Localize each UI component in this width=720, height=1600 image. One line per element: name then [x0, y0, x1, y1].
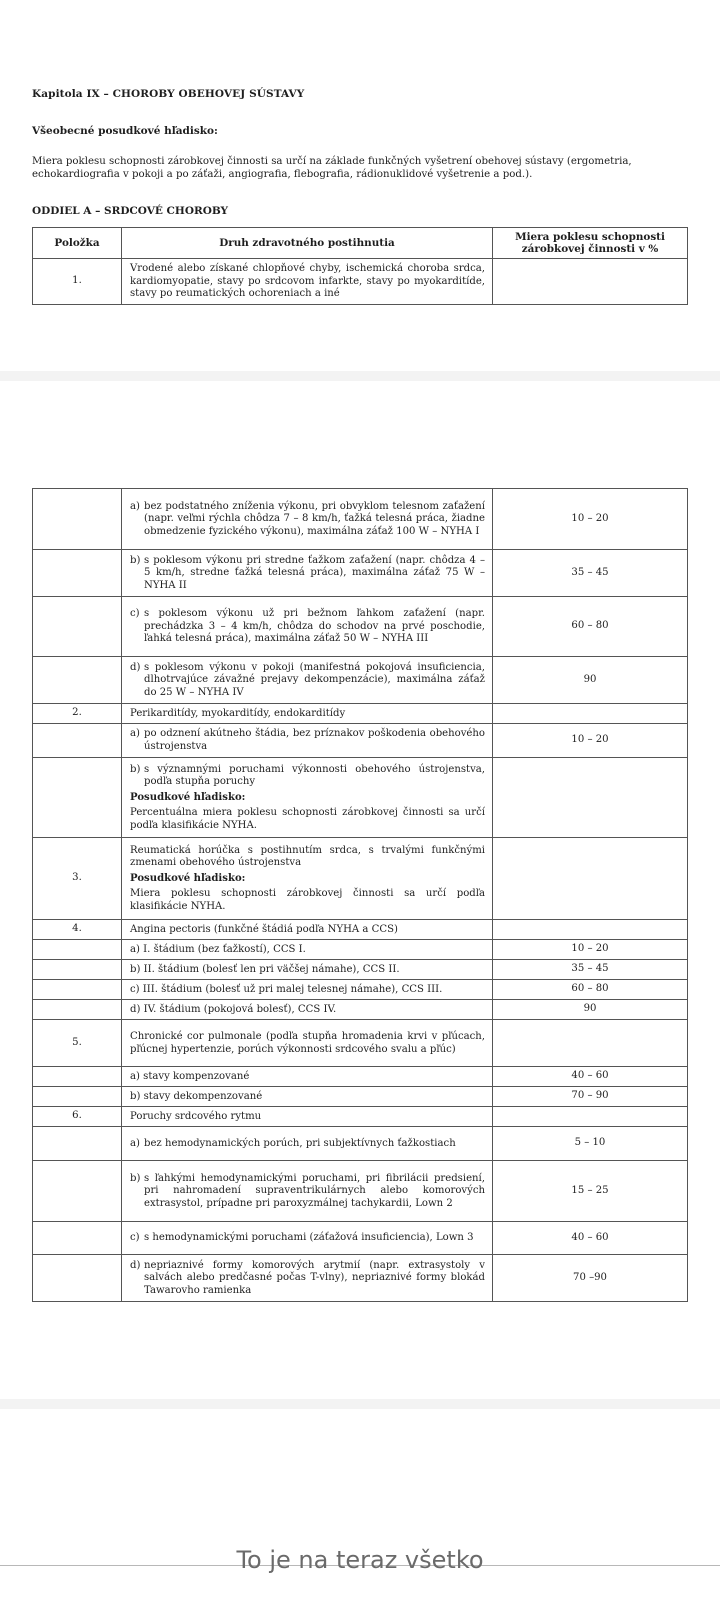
disability-table: [32, 488, 688, 1302]
assessment-note-heading: Posudkové hľadisko:: [130, 791, 246, 803]
subitem-text: b) II. štádium (bolesť len pri väčšej námahe), CCS II.: [122, 960, 493, 980]
subitem-value: 5 – 10: [493, 1127, 688, 1161]
table-row: [33, 1107, 688, 1127]
subitem-value: 15 – 25: [493, 1161, 688, 1222]
header-percentage: Miera poklesu schopnosti zárobkovej činnosti v %: [493, 228, 688, 259]
subitem-text: a) I. štádium (bez ťažkostí), CCS I.: [122, 940, 493, 960]
subitem-value: 90: [493, 1000, 688, 1020]
table-row: [33, 704, 688, 724]
subitem-text: a) stavy kompenzované: [122, 1067, 493, 1087]
subitem-text: c) III. štádium (bolesť už pri malej telesnej námahe), CCS III.: [122, 980, 493, 1000]
subitem-text: s významnými poruchami výkonnosti obehového ústrojenstva, podľa stupňa poruchy: [144, 763, 485, 788]
subitem-value: 40 – 60: [493, 1222, 688, 1255]
table-row: d) nepriaznivé formy komorových arytmií (napr. extrasystoly v salvách alebo predčasné počas T-vlny), nepriaznivé formy blokád Tawarovho ramienka 70 –90: [33, 1255, 688, 1302]
table-row: [33, 940, 688, 960]
section-heading: ODDIEL A – SRDCOVÉ CHOROBY: [32, 205, 229, 217]
subitem-text: s poklesom výkonu pri stredne ťažkom zaťažení (napr. chôdza 4 – 5 km/h, stredne ťažká telesná práca), maximálna záťaž 75 W – NYHA II: [144, 554, 485, 591]
item-number: 3.: [33, 838, 122, 920]
subitem-value: 60 – 80: [493, 597, 688, 657]
document-page-1: [0, 0, 720, 371]
table-row: [33, 1000, 688, 1020]
subitem-text: bez podstatného zníženia výkonu, pri obvyklom telesnom zaťažení (napr. veľmi rýchla chôdza 7 – 8 km/h, ťažká telesná práca, žiadne obmedzenie fyzického výkonu), maximálna záťaž 100 W – NYHA I: [144, 500, 485, 537]
subitem-text: s poklesom výkonu už pri bežnom ľahkom zaťažení (napr. prechádzka 3 – 4 km/h, chôdza do schodov na prvé poschodie, ľahká telesná práca), maximálna záťaž 50 W – NYHA III: [144, 608, 485, 645]
item-number: 5.: [33, 1020, 122, 1067]
table-row: b) s ľahkými hemodynamickými poruchami, pri fibrilácii predsiení, pri nahromadení supraventrikulárnych alebo komorových extrasystol, prípadne pri paroxyzmálnej tachykardii, Lown 2 15 – 25: [33, 1161, 688, 1222]
page-separator: [0, 371, 720, 381]
item-number: 6.: [33, 1107, 122, 1127]
table-row: [33, 980, 688, 1000]
item-description: Chronické cor pulmonale (podľa stupňa hromadenia krvi v pľúcach, pľúcnej hypertenzie, porúch výkonnosti srdcového svalu a pľúc): [122, 1020, 493, 1067]
subitem-text: nepriaznivé formy komorových arytmií (napr. extrasystoly v salvách alebo predčasné počas T-vlny), nepriaznivé formy blokád Tawarovho ramienka: [144, 1259, 485, 1296]
item-description: Angina pectoris (funkčné štádiá podľa NYHA a CCS): [122, 920, 493, 940]
subitem-value: 70 –90: [493, 1255, 688, 1302]
subitem-text: po odznení akútneho štádia, bez príznakov poškodenia obehového ústrojenstva: [144, 728, 485, 752]
subitem-value: 10 – 20: [493, 940, 688, 960]
item-description: Perikarditídy, myokarditídy, endokarditídy: [122, 704, 493, 724]
table-row: a) bez hemodynamických porúch, pri subjektívnych ťažkostiach 5 – 10: [33, 1127, 688, 1161]
assessment-note-text: Percentuálna miera poklesu schopnosti zárobkovej činnosti sa určí podľa klasifikácie NYHA.: [130, 807, 485, 831]
item-value: [493, 259, 688, 305]
table-row: [33, 920, 688, 940]
item-description: Vrodené alebo získané chlopňové chyby, ischemická choroba srdca, kardiomyopatie, stavy po srdcovom infarkte, stavy po myokarditíde, stavy po reumatických ochoreniach a iné: [122, 259, 493, 305]
subitem-value: 10 – 20: [493, 724, 688, 758]
subitem-text: s poklesom výkonu v pokoji (manifestná pokojová insuficiencia, dlhotrvajúce závažné prejavy dekompenzácie), maximálna záťaž do 25 W – NYHA IV: [144, 661, 485, 698]
subitem-text: b) stavy dekompenzované: [122, 1087, 493, 1107]
table-row: a) po odznení akútneho štádia, bez príznakov poškodenia obehového ústrojenstva 10 – 20: [33, 724, 688, 758]
item-description: Reumatická horúčka s postihnutím srdca, s trvalými funkčnými zmenami obehového ústrojenstva: [130, 844, 485, 869]
table-row: b) s poklesom výkonu pri stredne ťažkom zaťažení (napr. chôdza 4 – 5 km/h, stredne ťažká telesná práca), maximálna záťaž 75 W – NYHA II 35 – 45: [33, 550, 688, 597]
table-row: c) s hemodynamickými poruchami (záťažová insuficiencia), Lown 3 40 – 60: [33, 1222, 688, 1255]
table-header-row: [33, 228, 688, 259]
table-row: [33, 259, 688, 305]
table-row: b) s významnými poruchami výkonnosti obehového ústrojenstva, podľa stupňa poruchy Posudkové hľadisko: Percentuálna miera poklesu schopnosti zárobkovej činnosti sa určí podľa klasifikácie NYHA.: [33, 758, 688, 838]
table-row: [33, 1087, 688, 1107]
general-assessment-text: Miera poklesu schopnosti zárobkovej činnosti sa určí na základe funkčných vyšetrení obehovej sústavy (ergometria, echokardiografia v pokoji a po záťaži, angiografia, flebografia, rádionuklidové vyšetrenie a pod.).: [32, 156, 632, 180]
table-row: [33, 960, 688, 980]
subitem-value: 10 – 20: [493, 489, 688, 550]
header-condition: Druh zdravotného postihnutia: [122, 228, 493, 259]
general-assessment-heading: Všeobecné posudkové hľadisko:: [32, 125, 218, 137]
subitem-text: d) IV. štádium (pokojová bolesť), CCS IV.: [122, 1000, 493, 1020]
table-row: d) s poklesom výkonu v pokoji (manifestná pokojová insuficiencia, dlhotrvajúce závažné prejavy dekompenzácie), maximálna záťaž do 25 W – NYHA IV 90: [33, 657, 688, 704]
table-row: c) s poklesom výkonu už pri bežnom ľahkom zaťažení (napr. prechádzka 3 – 4 km/h, chôdza do schodov na prvé poschodie, ľahká telesná práca), maximálna záťaž 50 W – NYHA III 60 – 80: [33, 597, 688, 657]
header-item: Položka: [33, 228, 122, 259]
table-row: [33, 1020, 688, 1067]
subitem-value: 35 – 45: [493, 960, 688, 980]
subitem-text: s ľahkými hemodynamickými poruchami, pri fibrilácii predsiení, pri nahromadení supraventrikulárnych alebo komorových extrasystol, prípadne pri paroxyzmálnej tachykardii, Lown 2: [144, 1172, 485, 1209]
subitem-value: 40 – 60: [493, 1067, 688, 1087]
subitem-text: s hemodynamickými poruchami (záťažová insuficiencia), Lown 3: [144, 1232, 474, 1244]
item-number: 4.: [33, 920, 122, 940]
item-number: 2.: [33, 704, 122, 724]
subitem-value: 90: [493, 657, 688, 704]
assessment-note-text: Miera poklesu schopnosti zárobkovej činnosti sa určí podľa klasifikácie NYHA.: [130, 888, 485, 912]
subitem-value: 35 – 45: [493, 550, 688, 597]
subitem-value: 60 – 80: [493, 980, 688, 1000]
end-of-content-label: To je na teraz všetko: [236, 1546, 484, 1574]
subitem-value: 70 – 90: [493, 1087, 688, 1107]
subitem-text: bez hemodynamických porúch, pri subjektívnych ťažkostiach: [144, 1137, 456, 1149]
item-description: Poruchy srdcového rytmu: [122, 1107, 493, 1127]
assessment-note-heading: Posudkové hľadisko:: [130, 872, 246, 884]
disability-table-header: [32, 227, 688, 305]
page-separator: [0, 1399, 720, 1409]
table-row: a) bez podstatného zníženia výkonu, pri obvyklom telesnom zaťažení (napr. veľmi rýchla chôdza 7 – 8 km/h, ťažká telesná práca, žiadne obmedzenie fyzického výkonu), maximálna záťaž 100 W – NYHA I 10 – 20: [33, 489, 688, 550]
table-row: [33, 1067, 688, 1087]
chapter-title: Kapitola IX – CHOROBY OBEHOVEJ SÚSTAVY: [32, 88, 305, 100]
item-number: 1.: [33, 259, 122, 305]
table-row: [33, 838, 688, 920]
